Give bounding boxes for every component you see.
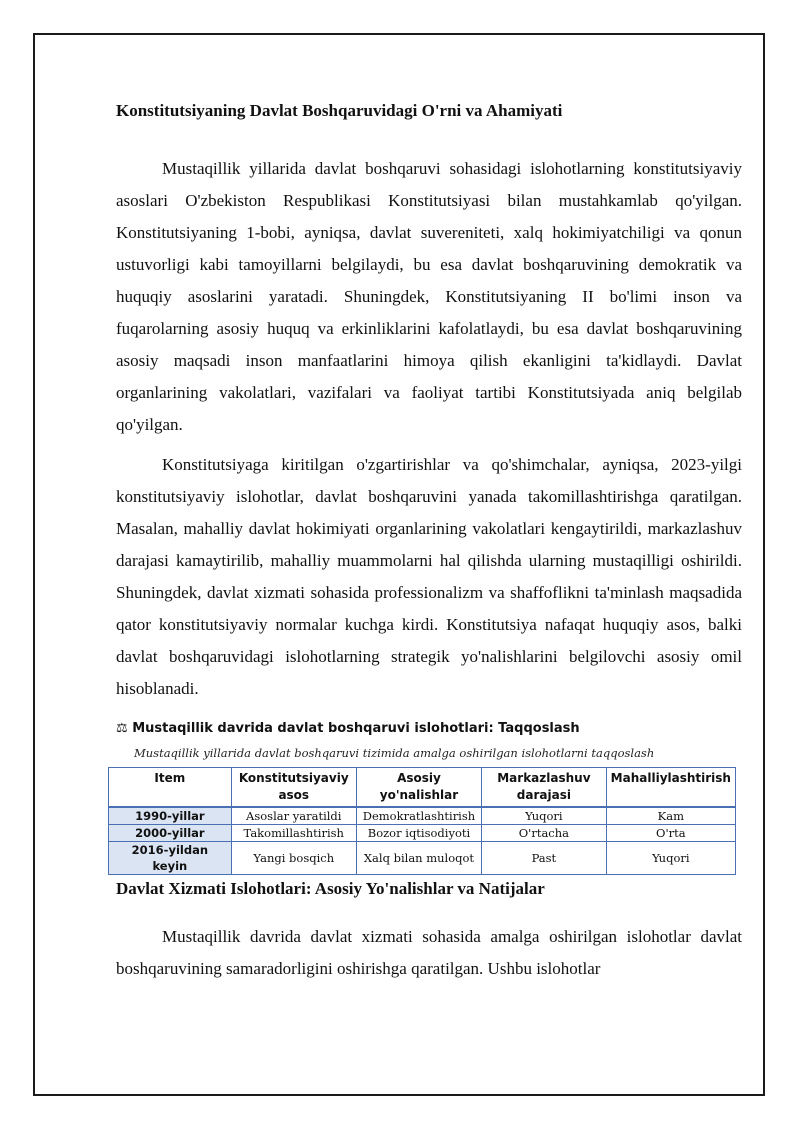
row-header: 2000-yillar (109, 825, 232, 842)
table-cell: Demokratlashtirish (356, 807, 481, 825)
paragraph: Konstitutsiyaga kiritilgan o'zgartirishlar va qo'shimchalar, ayniqsa, 2023-yilgi konstitutsiyaviy islohotlar, davlat boshqaruvini yanada takomillashtirishga qaratilgan. Masalan, mahalliy davlat hokimiyati organlarining vakolatlari kengaytirildi, markazlashuv darajasi kamaytirilib, mahalliy muammolarni hal qilishda ularning mustaqilligi oshirildi. Shuningdek, davlat xizmati sohasida professionalizm va shaffoflikni ta'minlash maqsadida qator konstitutsiyaviy normalar kuchga kirdi. Konstitutsiya nafaqat huquqiy asos, balki davlat boshqaruvidagi islohotlarning strategik yo'nalishlarini belgilovchi asosiy omil hisoblanadi. (116, 455, 742, 698)
column-header: Markazlashuv darajasi (482, 768, 607, 808)
comparison-table (108, 767, 736, 875)
scales-icon: ⚖ (116, 721, 128, 736)
table-caption-text: Mustaqillik davrida davlat boshqaruvi islohotlari: Taqqoslash (132, 721, 580, 736)
paragraph: Mustaqillik davrida davlat xizmati sohasida amalga oshirilgan islohotlar davlat boshqaruvining samaradorligini oshirishga qaratilgan. Ushbu islohotlar (116, 927, 742, 978)
table-subcaption: Mustaqillik yillarida davlat boshqaruvi tizimida amalga oshirilgan islohotlarni taqqoslash (134, 746, 655, 760)
row-header: 1990-yillar (109, 807, 232, 825)
column-header: Mahalliylashtirish (606, 768, 735, 808)
table-cell: Takomillashtirish (231, 825, 356, 842)
column-header: Item (109, 768, 232, 808)
table-cell: O'rtacha (482, 825, 607, 842)
table-cell: Yangi bosqich (231, 842, 356, 875)
column-header: Asosiy yo'nalishlar (356, 768, 481, 808)
table-cell: Yuqori (606, 842, 735, 875)
section-title: Konstitutsiyaning Davlat Boshqaruvidagi O'rni va Ahamiyati (116, 101, 563, 120)
section-title: Davlat Xizmati Islohotlari: Asosiy Yo'nalishlar va Natijalar (116, 879, 545, 898)
column-header: Konstitutsiyaviy asos (231, 768, 356, 808)
table-row (109, 825, 736, 842)
table-cell: Bozor iqtisodiyoti (356, 825, 481, 842)
row-header: 2016-yildan keyin (109, 842, 232, 875)
table-cell: Xalq bilan muloqot (356, 842, 481, 875)
table-cell: Past (482, 842, 607, 875)
table-row (109, 807, 736, 825)
table-cell: Kam (606, 807, 735, 825)
document-content (116, 97, 742, 985)
table-cell: Asoslar yaratildi (231, 807, 356, 825)
table-caption (116, 719, 742, 739)
table-header-row (109, 768, 736, 808)
table-cell: O'rta (606, 825, 735, 842)
table-cell: Yuqori (482, 807, 607, 825)
paragraph: Mustaqillik yillarida davlat boshqaruvi sohasidagi islohotlarning konstitutsiyaviy asoslari O'zbekiston Respublikasi Konstitutsiyasi bilan mustahkamlab qo'yilgan. Konstitutsiyaning 1-bobi, ayniqsa, davlat suvereniteti, xalq hokimiyatchiligi va qonun ustuvorligi kabi tamoyillarni belgilaydi, bu esa davlat boshqaruvining demokratik va huquqiy asoslarini yaratadi. Shuningdek, Konstitutsiyaning II bo'limi inson va fuqarolarning asosiy huquq va erkinliklarini kafolatlaydi, bu esa davlat boshqaruvining asosiy maqsadi inson manfaatlarini himoya qilish ekanligini ta'kidlaydi. Davlat organlarining vakolatlari, vazifalari va faoliyat tartibi Konstitutsiyada aniq belgilab qo'yilgan. (116, 159, 742, 434)
table-row (109, 842, 736, 875)
